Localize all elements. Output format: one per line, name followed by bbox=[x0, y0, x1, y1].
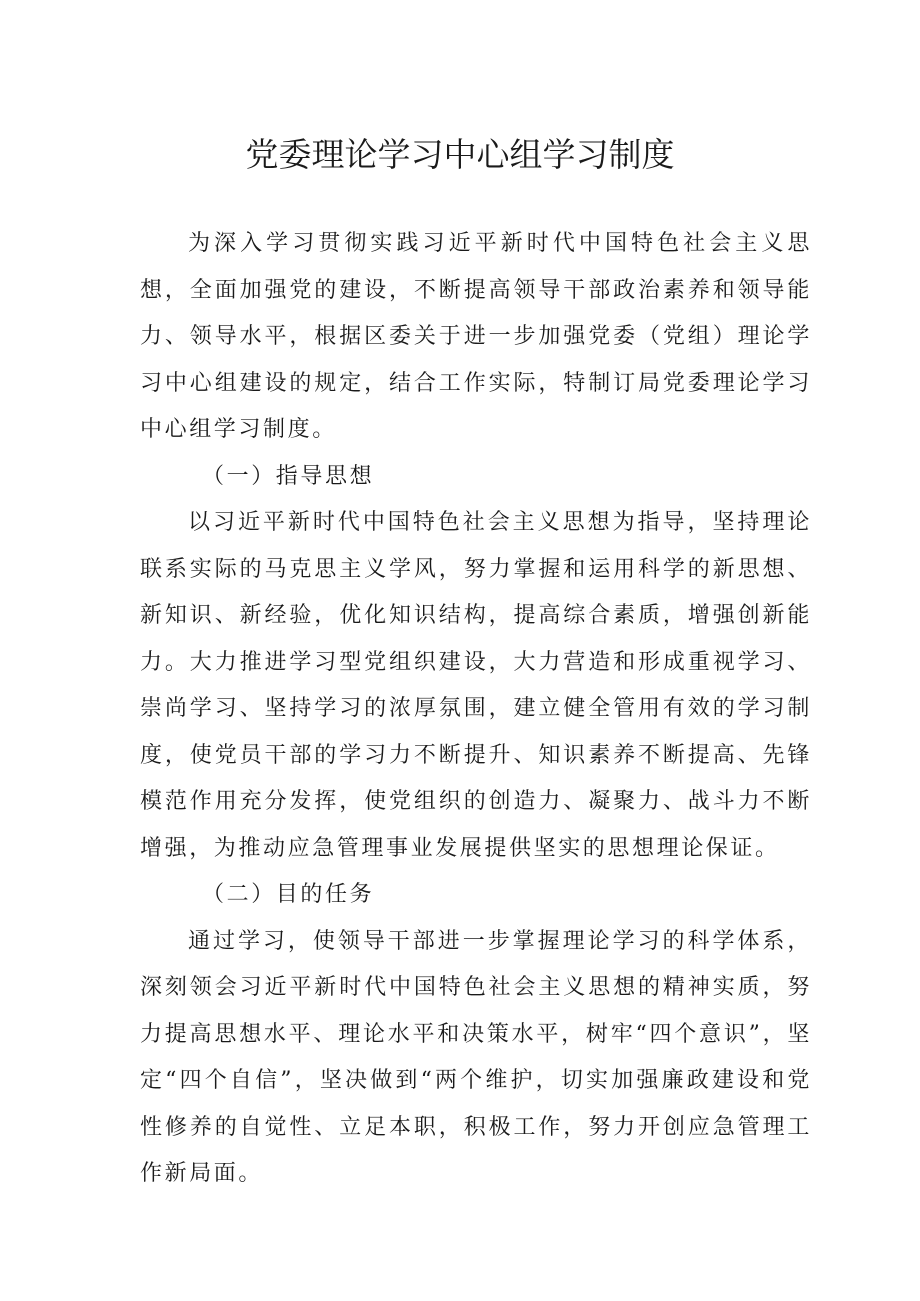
section-paragraph-guiding-ideology: 以习近平新时代中国特色社会主义思想为指导，坚持理论联系实际的马克思主义学风，努力掌握和运用科学的新思想、新知识、新经验，优化知识结构，提高综合素质，增强创新能力。大力推进学习型党组织建设，大力营造和形成重视学习、崇尚学习、坚持学习的浓厚氛围，建立健全管用有效的学习制度，使党员干部的学习力不断提升、知识素养不断提高、先锋模范作用充分发挥，使党组织的创造力、凝聚力、战斗力不断增强，为推动应急管理事业发展提供坚实的思想理论保证。 bbox=[140, 510, 812, 861]
document-title: 党委理论学习中心组学习制度 bbox=[245, 135, 675, 174]
section-heading-objectives: （二）目的任务 bbox=[202, 882, 375, 907]
section-heading-guiding-ideology: （一）指导思想 bbox=[202, 463, 375, 489]
intro-paragraph: 为深入学习贯彻实践习近平新时代中国特色社会主义思想，全面加强党的建设，不断提高领导干部政治素养和领导能力、领导水平，根据区委关于进一步加强党委（党组）理论学习中心组建设的规定，结合工作实际，特制订局党委理论学习中心组学习制度。 bbox=[140, 231, 812, 442]
document-body bbox=[140, 221, 812, 1198]
section-paragraph-objectives: 通过学习，使领导干部进一步掌握理论学习的科学体系，深刻领会习近平新时代中国特色社会主义思想的精神实质，努力提高思想水平、理论水平和决策水平，树牢“四个意识”，坚定“四个自信”，坚决做到“两个维护，切实加强廉政建设和党性修养的自觉性、立足本职，积极工作，努力开创应急管理工作新局面。 bbox=[140, 928, 812, 1186]
